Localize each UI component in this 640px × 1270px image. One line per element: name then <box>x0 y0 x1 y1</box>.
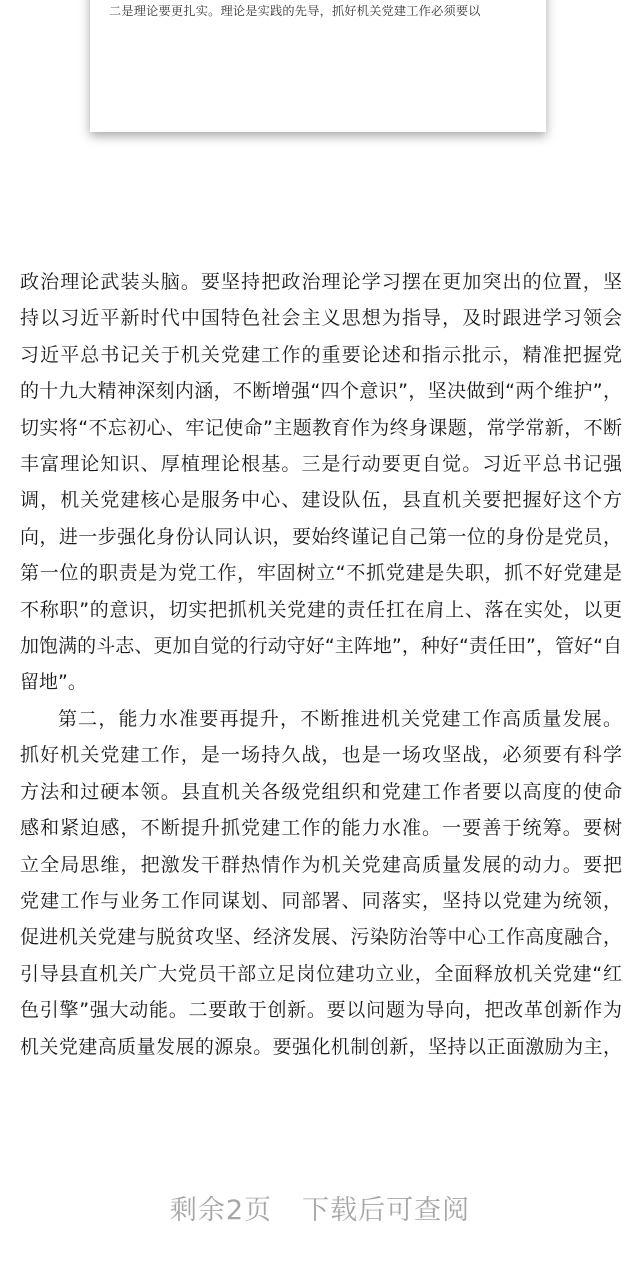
body-line: 感和紧迫感，不断提升抓党建工作的能力水准。一要善于统筹。要树 <box>20 817 622 840</box>
body-line: 抓好机关党建工作，是一场持久战，也是一场攻坚战，必须要有科学 <box>20 744 622 767</box>
body-line: 丰富理论知识、厚植理论根基。三是行动要更自觉。习近平总书记强 <box>20 453 622 476</box>
download-hint: 下载后可查阅 <box>302 1195 471 1226</box>
body-line: 色引擎”强大动能。二要敢于创新。要以问题为导向，把改革创新作为 <box>20 999 622 1022</box>
body-line: 机关党建高质量发展的源泉。要强化机制创新，坚持以正面激励为主， <box>20 1035 622 1058</box>
body-line: 调，机关党建核心是服务中心、建设队伍，县直机关要把握好这个方 <box>20 489 622 512</box>
body-line: 加饱满的斗志、更加自觉的行动守好“主阵地”，种好“责任田”，管好“自 <box>20 635 622 658</box>
body-line: 切实将“不忘初心、牢记使命”主题教育作为终身课题，常学常新，不断 <box>20 416 622 439</box>
preview-line: 二是理论要更扎实。理论是实践的先导，抓好机关党建工作必须要以 <box>109 4 481 18</box>
body-line: 习近平总书记关于机关党建工作的重要论述和指示批示，精准把握党 <box>20 343 622 366</box>
body-line: 的十九大精神深刻内涵，不断增强“四个意识”，坚决做到“两个维护”， <box>20 380 622 403</box>
body-line: 不称职”的意识，切实把抓机关党建的责任扛在肩上、落在实处，以更 <box>20 598 622 621</box>
remaining-pages-notice[interactable] <box>0 1188 640 1227</box>
body-line: 引导县直机关广大党员干部立足岗位建功立业，全面释放机关党建“红 <box>20 962 622 985</box>
remaining-pages-count: 剩余2页 <box>169 1195 273 1226</box>
article-body <box>20 264 622 1065</box>
body-line: 促进机关党建与脱贫攻坚、经济发展、污染防治等中心工作高度融合， <box>20 926 622 949</box>
body-line: 立全局思维，把激发干群热情作为机关党建高质量发展的动力。要把 <box>20 853 622 876</box>
section-heading-line: 第二，能力水准要再提升，不断推进机关党建工作高质量发展。 <box>58 707 622 730</box>
body-line: 党建工作与业务工作同谋划、同部署、同落实，坚持以党建为统领， <box>20 889 622 912</box>
body-line: 第一位的职责是为党工作，牢固树立“不抓党建是失职，抓不好党建是 <box>20 562 622 585</box>
body-line: 政治理论武装头脑。要坚持把政治理论学习摆在更加突出的位置，坚 <box>20 271 622 293</box>
body-line: 方法和过硬本领。县直机关各级党组织和党建工作者要以高度的使命 <box>20 780 622 803</box>
body-line: 持以习近平新时代中国特色社会主义思想为指导，及时跟进学习领会 <box>20 307 622 330</box>
body-line: 向，进一步强化身份认同认识，要始终谨记自己第一位的身份是党员， <box>20 525 622 548</box>
document-preview-card <box>90 0 546 132</box>
body-line: 留地”。 <box>20 671 87 694</box>
preview-text <box>109 0 529 23</box>
